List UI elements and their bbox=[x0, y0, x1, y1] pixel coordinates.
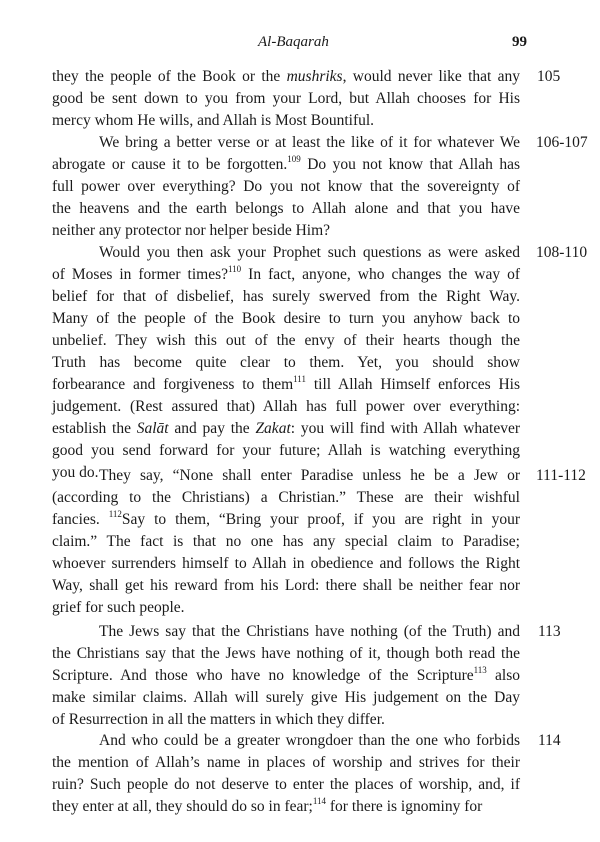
text-fragment: We bring a better verse or at least the like of it for whatever We bbox=[99, 134, 520, 151]
text-fragment: of Resurrection in all the matters in which they differ. bbox=[52, 711, 385, 728]
paragraph-verse-105 bbox=[52, 66, 520, 132]
text-line bbox=[52, 66, 520, 88]
text-line bbox=[52, 176, 520, 198]
verse-reference: 113 bbox=[538, 623, 561, 640]
footnote-marker-wrap bbox=[228, 266, 241, 283]
text-line bbox=[52, 487, 520, 509]
text-fragment: you do. bbox=[52, 464, 99, 481]
text-fragment: they enter at all, they should do so in fear; bbox=[52, 798, 313, 815]
paragraph-verse-108-110 bbox=[52, 242, 520, 484]
text-fragment: claim.” The fact is that no one has any special claim to Paradise; bbox=[52, 533, 520, 550]
footnote-marker: 111 bbox=[293, 374, 306, 384]
text-line bbox=[52, 242, 520, 264]
text-fragment: the heavens and the earth belongs to Allah alone and that you have bbox=[52, 200, 520, 217]
verse-reference: 108-110 bbox=[536, 244, 588, 261]
text-line bbox=[52, 440, 520, 462]
text-line bbox=[52, 374, 520, 396]
text-fragment: abrogate or cause it to be forgotten. bbox=[52, 156, 288, 173]
text-fragment: unbelief. They wish this out of the envy of their hearts though the bbox=[52, 332, 520, 349]
footnote-marker: 112 bbox=[108, 509, 122, 519]
text-line bbox=[52, 418, 520, 440]
text-fragment: grief for such people. bbox=[52, 599, 185, 616]
text-line bbox=[52, 308, 520, 330]
footnote-marker-wrap bbox=[293, 376, 306, 393]
text-line bbox=[52, 709, 520, 731]
text-line bbox=[52, 264, 520, 286]
paragraph-verse-114 bbox=[52, 730, 520, 818]
text-line bbox=[52, 198, 520, 220]
paragraph-verse-113 bbox=[52, 621, 520, 731]
text-line bbox=[52, 553, 520, 575]
text-line bbox=[52, 687, 520, 709]
text-fragment: They say, “None shall enter Paradise unless he be a Jew or bbox=[99, 467, 520, 484]
text-fragment: The Jews say that the Christians have nothing (of the Truth) and bbox=[99, 623, 520, 640]
footnote-marker-wrap bbox=[287, 156, 301, 173]
italic-term: Salāt bbox=[136, 420, 169, 437]
text-fragment: the Christians say that the Jews have nothing of it, though both read the bbox=[52, 645, 520, 662]
text-fragment: judgement. (Rest assured that) Allah has full power over everything: bbox=[52, 398, 520, 415]
text-line bbox=[52, 665, 520, 687]
text-fragment: make similar claims. Allah will surely give His judgement on the Day bbox=[52, 689, 520, 706]
footnote-marker: 110 bbox=[228, 264, 242, 274]
footnote-marker: 109 bbox=[287, 154, 301, 164]
text-line bbox=[52, 110, 520, 132]
footnote-marker-wrap bbox=[474, 667, 487, 684]
text-line bbox=[52, 643, 520, 665]
text-fragment: Scripture. And those who have no knowledge of the Scripture bbox=[52, 667, 474, 684]
text-line bbox=[52, 132, 520, 154]
footnote-marker-wrap bbox=[313, 798, 326, 815]
italic-term: Zakat bbox=[255, 420, 291, 437]
text-fragment: full power over everything? Do you not know that the sovereignty of bbox=[52, 178, 520, 195]
italic-term: mushriks bbox=[286, 68, 343, 85]
text-line bbox=[52, 730, 520, 752]
text-line bbox=[52, 752, 520, 774]
text-fragment: In fact, anyone, who changes the way of bbox=[241, 266, 520, 283]
text-fragment: forbearance and forgiveness to them bbox=[52, 376, 294, 393]
text-fragment: belief for that of disbelief, has surely swerved from the Right Way. bbox=[52, 288, 520, 305]
verse-reference: 114 bbox=[538, 732, 561, 749]
text-fragment: Many of the people of the Book desire to turn you anyhow back to bbox=[52, 310, 520, 327]
text-line bbox=[52, 575, 520, 597]
text-line bbox=[52, 509, 520, 531]
text-fragment: whoever surrenders himself to Allah in obedience and follows the Right bbox=[52, 555, 520, 572]
footnote-marker: 113 bbox=[473, 665, 487, 675]
footnote-marker-wrap bbox=[109, 511, 122, 528]
text-fragment: for there is ignominy for bbox=[326, 798, 483, 815]
text-fragment: : you will find with Allah whatever bbox=[290, 420, 520, 437]
text-fragment: good be sent down to you from your Lord, but Allah chooses for His bbox=[52, 90, 520, 107]
verse-reference: 111-112 bbox=[536, 467, 586, 484]
text-line bbox=[52, 597, 520, 619]
text-fragment: of Moses in former times? bbox=[52, 266, 229, 283]
text-line bbox=[52, 286, 520, 308]
text-line bbox=[52, 796, 520, 818]
text-line bbox=[52, 774, 520, 796]
text-line bbox=[52, 531, 520, 553]
text-fragment: mercy whom He wills, and Allah is Most Bountiful. bbox=[52, 112, 375, 129]
text-line bbox=[52, 621, 520, 643]
paragraph-verse-111-112 bbox=[52, 465, 520, 619]
text-fragment: Do you not know that Allah has bbox=[300, 156, 520, 173]
text-fragment: And who could be a greater wrongdoer than the one who forbids bbox=[99, 732, 520, 749]
text-line bbox=[52, 220, 520, 242]
text-fragment: Would you then ask your Prophet such questions as were asked bbox=[99, 244, 520, 261]
text-line bbox=[52, 396, 520, 418]
running-header-title: Al-Baqarah bbox=[258, 34, 329, 50]
text-fragment: till Allah Himself enforces His bbox=[305, 376, 520, 393]
text-fragment: good you send forward for your future; Allah is watching everything bbox=[52, 442, 520, 459]
text-line bbox=[52, 330, 520, 352]
text-line bbox=[52, 88, 520, 110]
text-fragment: neither any protector nor helper beside Him? bbox=[52, 222, 331, 239]
text-fragment: also bbox=[486, 667, 520, 684]
text-fragment: , would never like that any bbox=[342, 68, 520, 85]
text-fragment: ruin? Such people do not deserve to enter the places of worship, and, if bbox=[52, 776, 520, 793]
text-fragment: the mention of Allah’s name in places of worship and strives for their bbox=[52, 754, 520, 771]
text-fragment: Way, shall get his reward from his Lord: there shall be neither fear nor bbox=[52, 577, 520, 594]
footnote-marker: 114 bbox=[312, 796, 327, 806]
text-fragment: Truth has become quite clear to them. Yet, you should show bbox=[52, 354, 520, 371]
text-fragment: Say to them, “Bring your proof, if you are right in your bbox=[121, 511, 520, 528]
paragraph-verse-106-107 bbox=[52, 132, 520, 242]
text-line bbox=[52, 154, 520, 176]
text-fragment: establish the bbox=[52, 420, 137, 437]
text-line bbox=[52, 352, 520, 374]
verse-reference: 105 bbox=[537, 68, 561, 85]
text-fragment: and pay the bbox=[168, 420, 256, 437]
text-fragment: fancies. bbox=[52, 511, 109, 528]
text-fragment: (according to the Christians) a Christian.” These are their wishful bbox=[52, 489, 520, 506]
text-line bbox=[52, 465, 520, 487]
text-fragment: they the people of the Book or the bbox=[52, 68, 287, 85]
page-number: 99 bbox=[512, 34, 527, 50]
verse-reference: 106-107 bbox=[536, 134, 588, 151]
